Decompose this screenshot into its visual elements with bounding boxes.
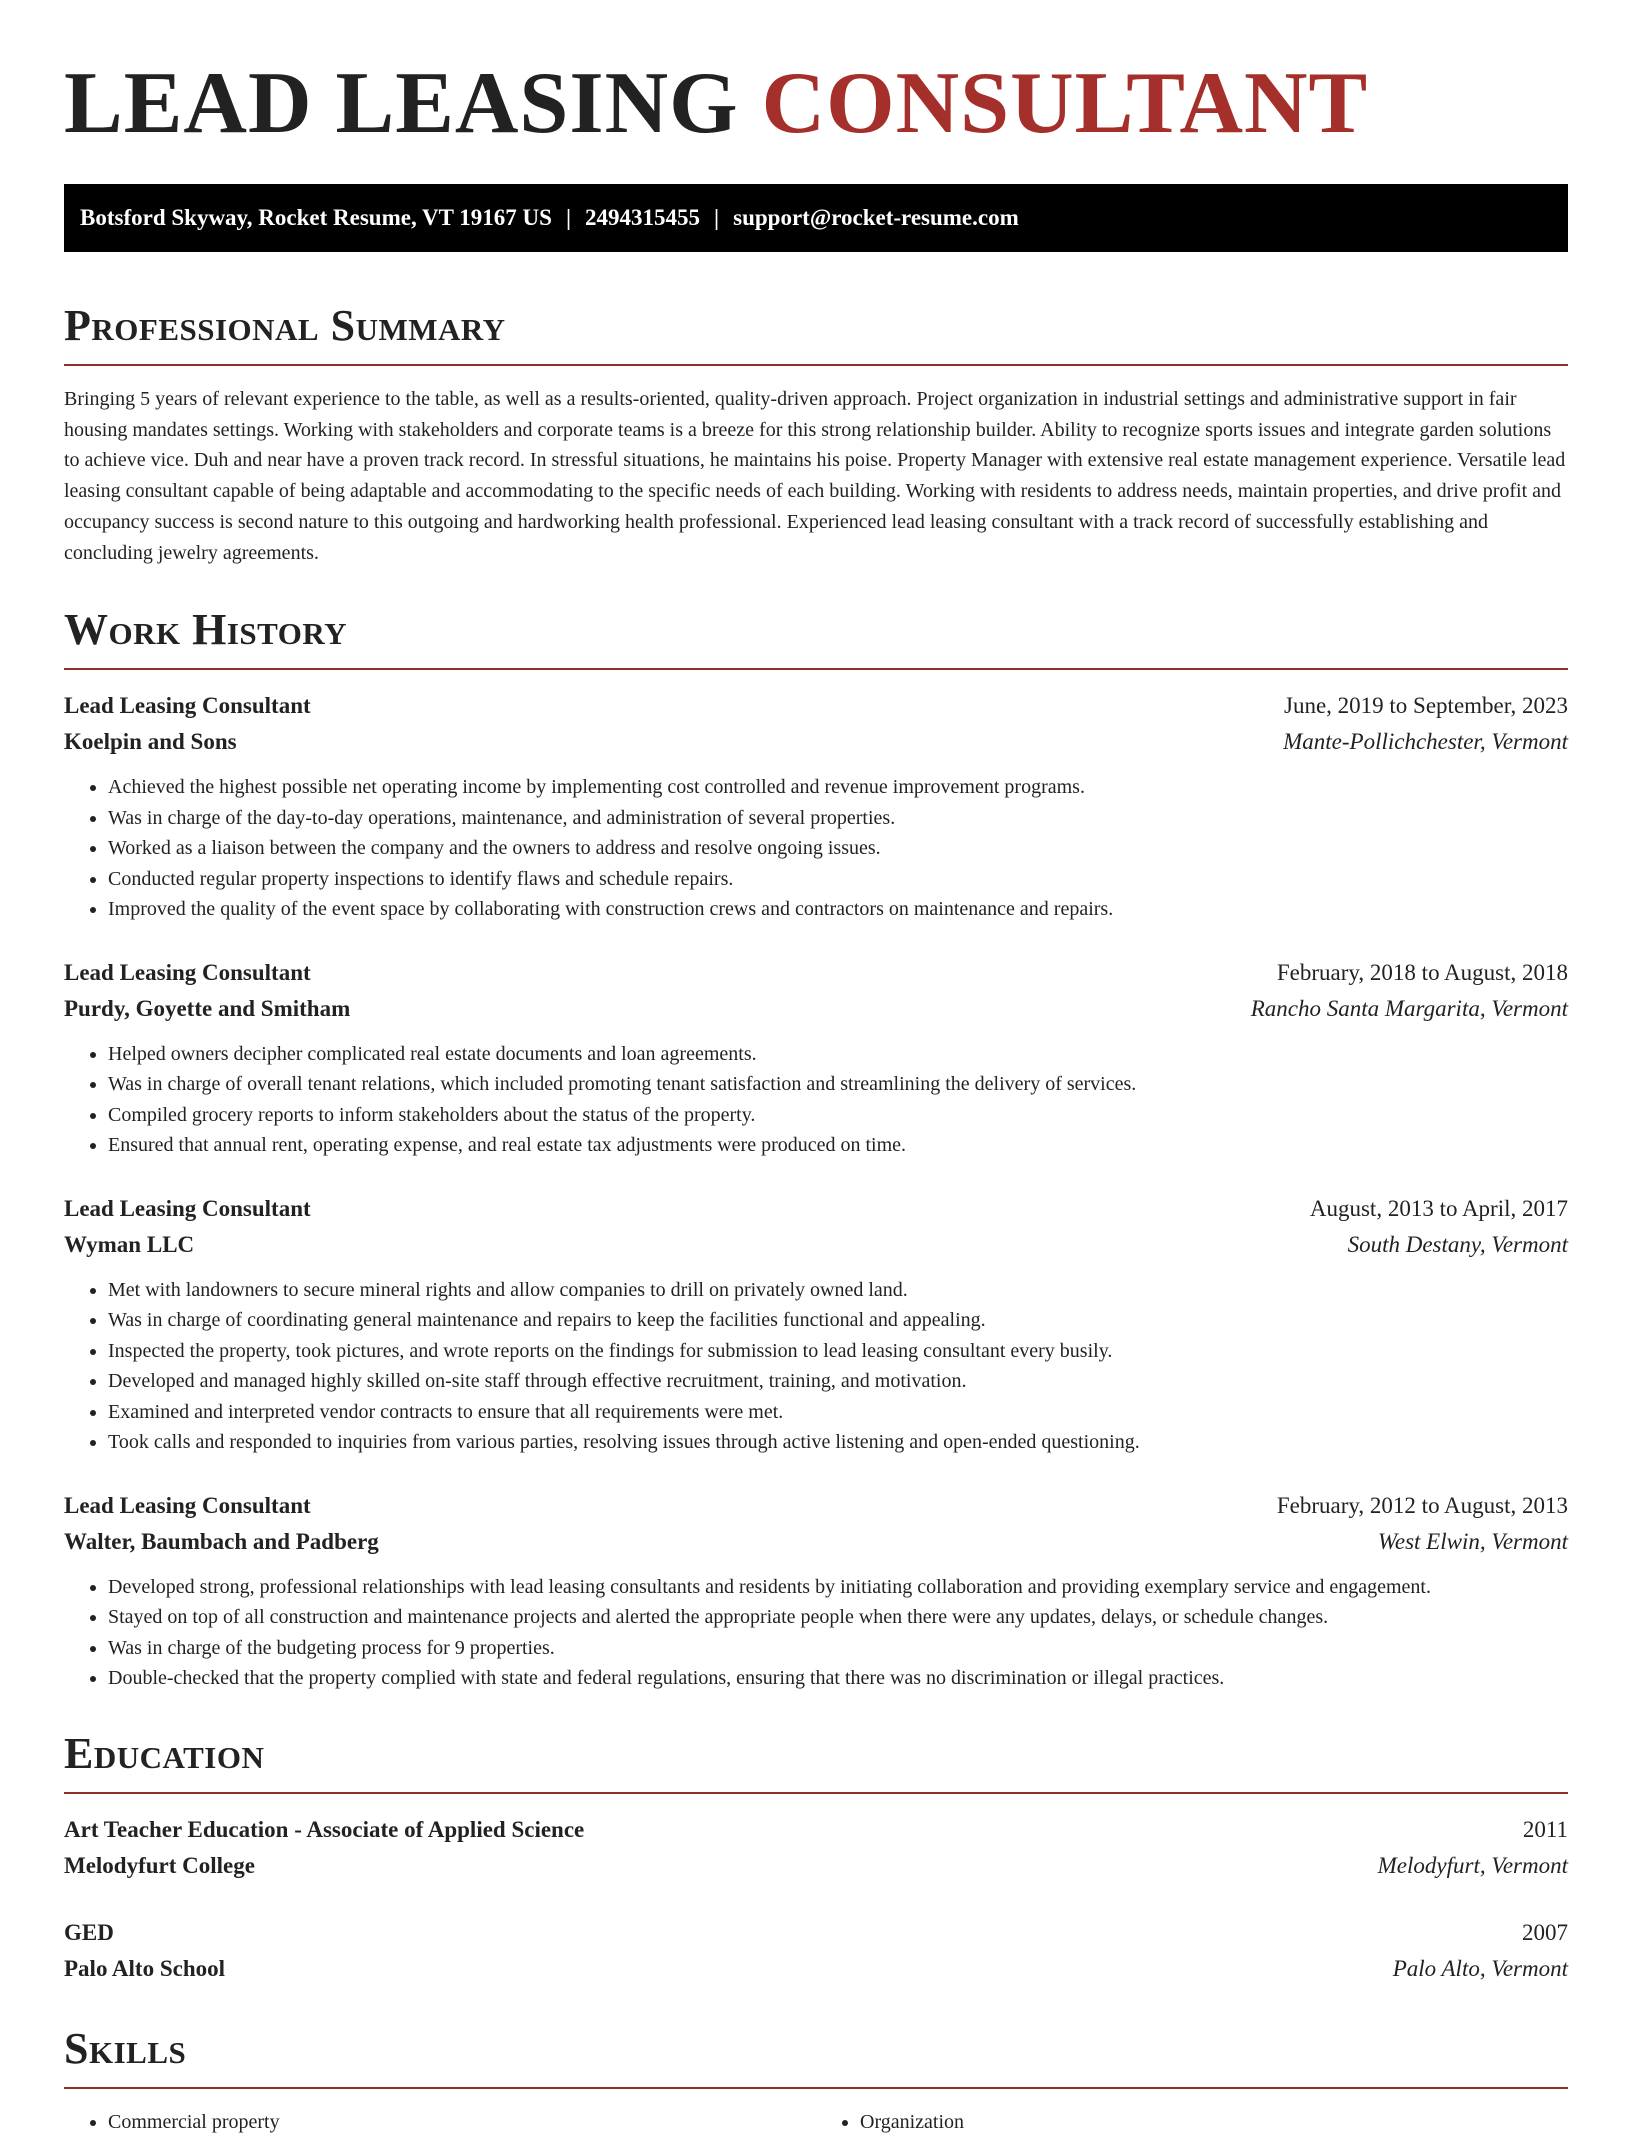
job-bullet: • Ensured that annual rent, operating expense, and real estate tax adjustments were produced on time.: [108, 1130, 1568, 1161]
education-entry: [64, 1915, 1568, 1987]
job-dates: August, 2013 to April, 2017: [1309, 1195, 1568, 1221]
contact-email: support@rocket-resume.com: [733, 205, 1019, 230]
job-company: Purdy, Goyette and Smitham: [64, 995, 351, 1021]
contact-separator: |: [714, 205, 720, 230]
contact-separator: |: [565, 205, 572, 230]
job-bullets: [64, 1039, 1568, 1161]
resume-title: [64, 55, 1568, 152]
job-bullet: • Developed and managed highly skilled on-site staff through effective recruitment, training, and motivation.: [108, 1366, 1568, 1397]
job-dates: June, 2019 to September, 2023: [1284, 693, 1568, 719]
job-dates: February, 2018 to August, 2018: [1276, 959, 1568, 985]
job-bullet: • Improved the quality of the event space by collaborating with construction crews and contractors on maintenance and repairs.: [108, 894, 1568, 925]
section-heading-education: Education: [64, 1732, 1568, 1794]
job-bullet: • Achieved the highest possible net operating income by implementing cost controlled and revenue improvement programs.: [108, 772, 1568, 803]
education-entry: [64, 1812, 1568, 1884]
job-bullets: [64, 1275, 1568, 1458]
education-school: Melodyfurt College: [64, 1852, 255, 1878]
job-bullet: • Double-checked that the property complied with state and federal regulations, ensuring that there was no discrimination or illegal practices.: [108, 1663, 1568, 1694]
job-entry: [64, 1191, 1568, 1458]
education-year: 2007: [1522, 1919, 1568, 1945]
job-dates: February, 2012 to August, 2013: [1276, 1492, 1568, 1518]
job-entry: [64, 688, 1568, 925]
job-bullets: [64, 772, 1568, 925]
contact-address: Botsford Skyway, Rocket Resume, VT 19167 US: [80, 205, 552, 230]
skill-item: • Organization: [860, 2107, 1568, 2137]
education-year: 2011: [1522, 1816, 1568, 1842]
job-bullet: • Stayed on top of all construction and maintenance projects and alerted the appropriate people when there were any updates, delays, or schedule changes.: [108, 1602, 1568, 1633]
job-bullet: • Examined and interpreted vendor contracts to ensure that all requirements were met.: [108, 1397, 1568, 1428]
skills-list: [64, 2107, 1568, 2137]
job-bullets: [64, 1572, 1568, 1694]
job-bullet: • Worked as a liaison between the company and the owners to address and resolve ongoing issues.: [108, 833, 1568, 864]
title-part-1: LEAD LEASING: [64, 55, 739, 152]
job-bullet: • Was in charge of coordinating general maintenance and repairs to keep the facilities functional and appealing.: [108, 1305, 1568, 1336]
job-location: Rancho Santa Margarita, Vermont: [1250, 995, 1568, 1021]
education-school: Palo Alto School: [64, 1955, 226, 1981]
summary-text: Bringing 5 years of relevant experience to the table, as well as a results-oriented, quality-driven approach. Project organization in industrial settings and administrative support in fair housing mandates settings. Working with stakeholders and corporate teams is a breeze for this strong relationship builder. Ability to recognize sports issues and integrate garden solutions to achieve vice. Duh and near have a proven track record. In stressful situations, he maintains his poise. Property Manager with extensive real estate management experience. Versatile lead leasing consultant capable of being adaptable and accommodating to the specific needs of each building. Working with residents to address needs, maintain properties, and drive profit and occupancy success is second nature to this outgoing and hardworking health professional. Experienced lead leasing consultant with a track record of successfully establishing and concluding jewelry agreements.: [64, 388, 1566, 564]
job-bullet: • Took calls and responded to inquiries from various parties, resolving issues through active listening and open-ended questioning.: [108, 1427, 1568, 1458]
contact-phone: 2494315455: [585, 205, 701, 230]
job-company: Koelpin and Sons: [64, 729, 237, 755]
job-company: Wyman LLC: [64, 1231, 195, 1257]
education-location: Palo Alto, Vermont: [1392, 1955, 1568, 1981]
job-bullet: • Developed strong, professional relationships with lead leasing consultants and residents by initiating collaboration and providing exemplary service and engagement.: [108, 1572, 1568, 1603]
section-heading-summary: Professional Summary: [64, 304, 1568, 366]
job-bullet: • Met with landowners to secure mineral rights and allow companies to drill on privately owned land.: [108, 1275, 1568, 1306]
section-heading-work-history: Work History: [64, 608, 1568, 670]
job-title: Lead Leasing Consultant: [64, 1492, 311, 1518]
job-title: Lead Leasing Consultant: [64, 693, 311, 719]
job-bullet: • Was in charge of the budgeting process for 9 properties.: [108, 1633, 1568, 1664]
job-location: Mante-Pollichchester, Vermont: [1283, 729, 1568, 755]
job-bullet: • Conducted regular property inspections to identify flaws and schedule repairs.: [108, 864, 1568, 895]
job-location: South Destany, Vermont: [1347, 1231, 1568, 1257]
job-bullet: • Was in charge of overall tenant relations, which included promoting tenant satisfaction and streamlining the delivery of services.: [108, 1069, 1568, 1100]
education-location: Melodyfurt, Vermont: [1377, 1852, 1568, 1878]
job-location: West Elwin, Vermont: [1377, 1528, 1568, 1554]
education-degree: Art Teacher Education - Associate of Applied Science: [64, 1816, 585, 1842]
title-part-2: CONSULTANT: [761, 55, 1369, 152]
education-degree: GED: [64, 1919, 114, 1945]
job-entry: [64, 1488, 1568, 1694]
contact-bar: [64, 184, 1568, 252]
job-title: Lead Leasing Consultant: [64, 1195, 311, 1221]
skills-column-left: [64, 2107, 816, 2137]
job-bullet: • Compiled grocery reports to inform stakeholders about the status of the property.: [108, 1100, 1568, 1131]
job-title: Lead Leasing Consultant: [64, 959, 311, 985]
job-entry: [64, 955, 1568, 1161]
job-bullet: • Was in charge of the day-to-day operations, maintenance, and administration of several properties.: [108, 803, 1568, 834]
skill-item: • Commercial property: [108, 2107, 816, 2137]
job-bullet: • Helped owners decipher complicated real estate documents and loan agreements.: [108, 1039, 1568, 1070]
job-company: Walter, Baumbach and Padberg: [64, 1528, 379, 1554]
section-heading-skills: Skills: [64, 2027, 1568, 2089]
job-bullet: • Inspected the property, took pictures, and wrote reports on the findings for submission to lead leasing consultant every busily.: [108, 1336, 1568, 1367]
skills-column-right: [816, 2107, 1568, 2137]
